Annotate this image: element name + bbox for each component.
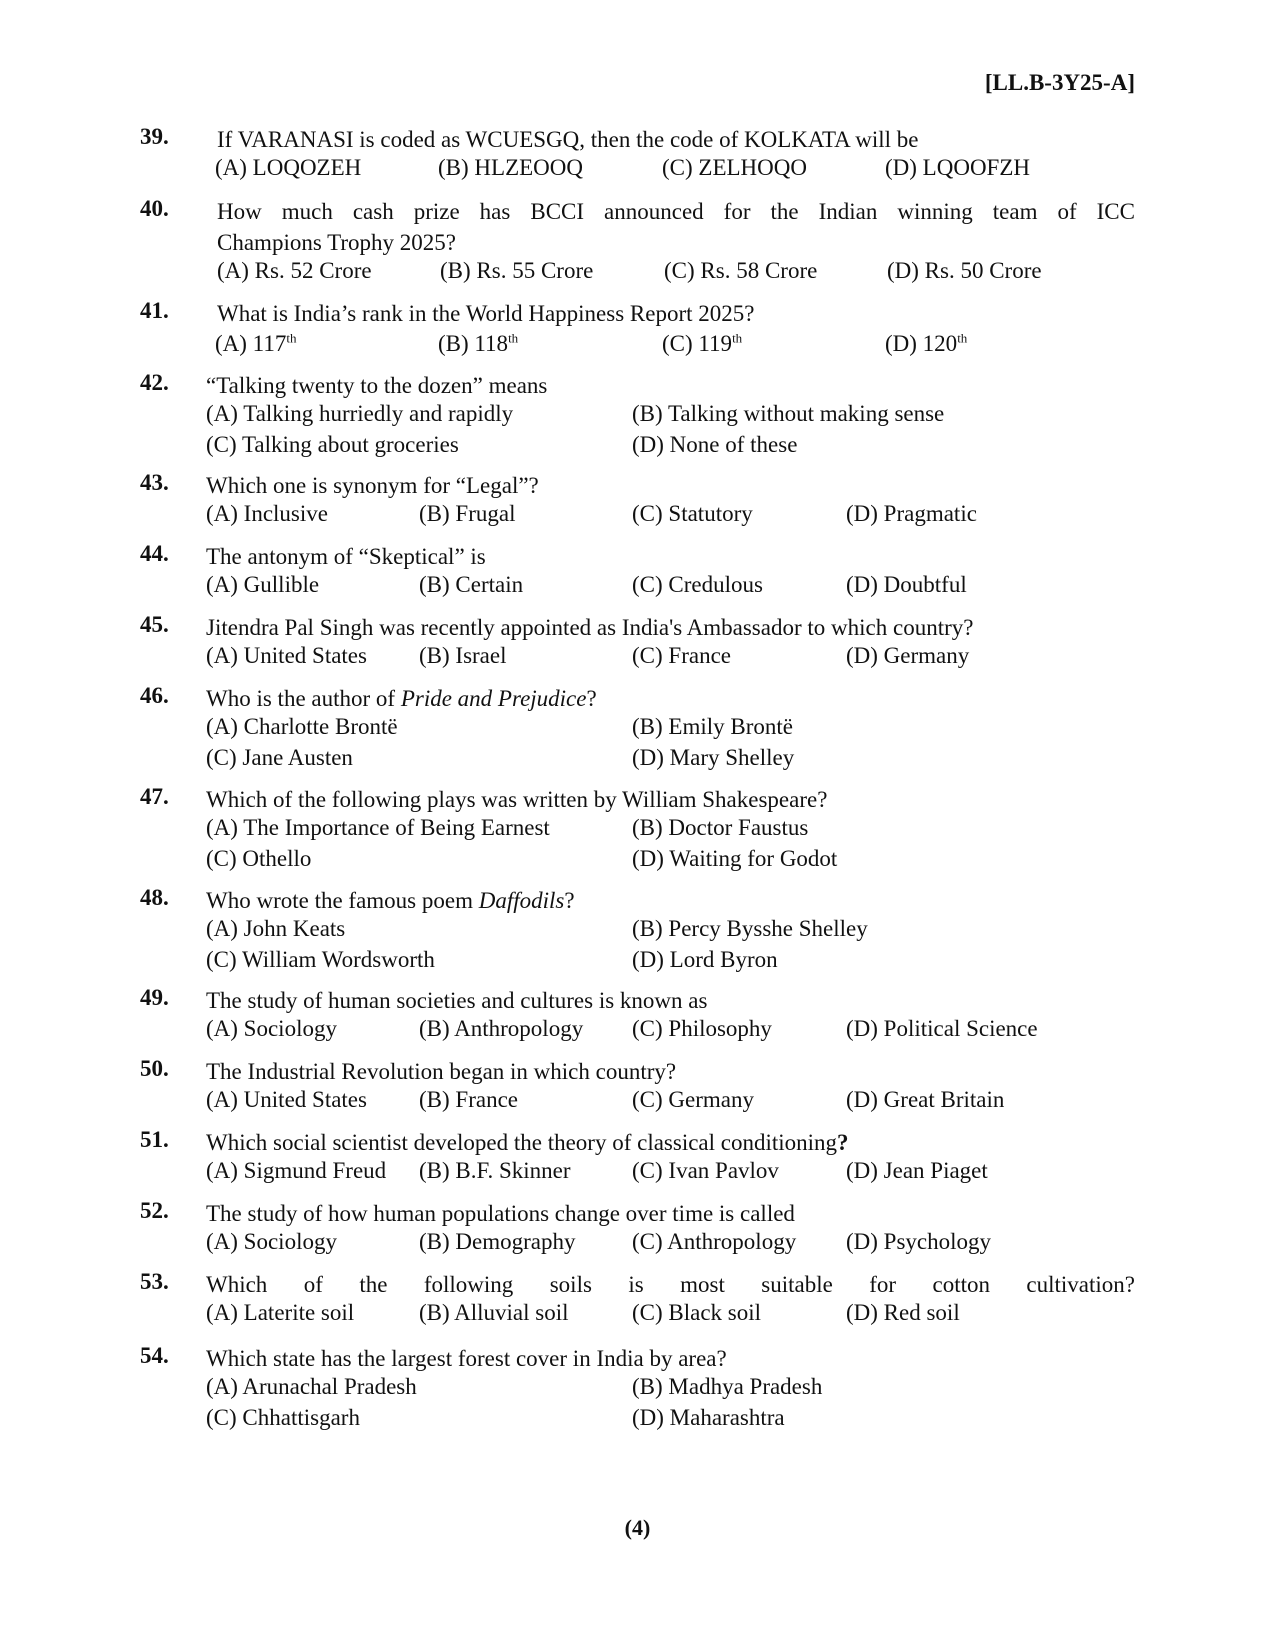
option-b: (B) Emily Brontë (632, 714, 793, 739)
question-number: 45. (140, 612, 169, 637)
option-c: (C) Jane Austen (206, 745, 353, 770)
options (206, 501, 1135, 532)
question-text: The antonym of “Skeptical” is (206, 544, 486, 569)
question-text: Which of the following soils is most suitable for cotton cultivation? (206, 1272, 1135, 1297)
question-text: Which one is synonym for “Legal”? (206, 473, 539, 498)
options-row-1 (206, 714, 1135, 745)
option-b: (B) Doctor Faustus (632, 815, 809, 840)
option-d: (D) Great Britain (846, 1087, 1005, 1112)
option-d: (D) Jean Piaget (846, 1158, 988, 1183)
option-d: (D) Mary Shelley (632, 745, 795, 770)
option-b: (B) Rs. 55 Crore (440, 258, 594, 283)
option-b: (B) France (419, 1087, 518, 1112)
option-c: (C) Ivan Pavlov (632, 1158, 779, 1183)
option-d: (D) Pragmatic (846, 501, 977, 526)
options-row-2 (206, 846, 1135, 877)
option-c: (C) Rs. 58 Crore (664, 258, 818, 283)
option-c: (C) Anthropology (632, 1229, 797, 1254)
options-row-1 (206, 815, 1135, 846)
option-b: (B) Demography (419, 1229, 576, 1254)
option-a: (A) John Keats (206, 916, 346, 941)
option-c: (C) France (632, 643, 731, 668)
options-row-1 (206, 401, 1135, 432)
option-c: (C) Philosophy (632, 1016, 772, 1041)
option-b: (B) Israel (419, 643, 507, 668)
question-text: Jitendra Pal Singh was recently appointed as India's Ambassador to which country? (206, 615, 974, 640)
question-number: 39. (140, 124, 169, 149)
question-number: 54. (140, 1343, 169, 1368)
question-40 (140, 196, 1135, 289)
option-d: (D) Rs. 50 Crore (887, 258, 1042, 283)
question-text: Which of the following plays was written by William Shakespeare? (206, 787, 828, 812)
question-47 (140, 784, 1135, 877)
options (215, 155, 1135, 186)
page-number: (4) (624, 1515, 651, 1540)
option-b: (B) Frugal (419, 501, 516, 526)
option-a: (A) LOQOZEH (215, 155, 362, 180)
option-b: (B) Anthropology (419, 1016, 584, 1041)
option-c: (C) Chhattisgarh (206, 1405, 360, 1430)
question-text: “Talking twenty to the dozen” means (206, 373, 548, 398)
option-c: (C) William Wordsworth (206, 947, 435, 972)
option-a: (A) 117th (215, 330, 297, 356)
option-c: (C) Black soil (632, 1300, 762, 1325)
option-d: (D) Red soil (846, 1300, 960, 1325)
question-text: Which social scientist developed the theory of classical conditioning? (206, 1130, 849, 1155)
option-d: (D) Waiting for Godot (632, 846, 838, 871)
option-a: (A) Charlotte Brontë (206, 714, 398, 739)
option-c: (C) Statutory (632, 501, 753, 526)
option-c: (C) Talking about groceries (206, 432, 459, 457)
options-row-2 (206, 745, 1135, 776)
option-b: (B) B.F. Skinner (419, 1158, 571, 1183)
option-d: (D) 120th (885, 330, 968, 356)
paper-code: [LL.B-3Y25-A] (984, 70, 1135, 95)
option-c: (C) Othello (206, 846, 312, 871)
question-text: Who is the author of Pride and Prejudice? (206, 686, 597, 711)
question-number: 41. (140, 298, 169, 323)
question-41 (140, 298, 1135, 362)
option-d: (D) Lord Byron (632, 947, 778, 972)
options (206, 1229, 1135, 1260)
option-a: (A) Sociology (206, 1229, 337, 1254)
option-c: (C) Credulous (632, 572, 763, 597)
question-number: 51. (140, 1127, 169, 1152)
question-number: 40. (140, 196, 169, 221)
options-row-2 (206, 432, 1135, 463)
options-row-2 (206, 947, 1135, 978)
option-b: (B) Talking without making sense (632, 401, 945, 426)
option-a: (A) Arunachal Pradesh (206, 1374, 417, 1399)
options-row-1 (206, 916, 1135, 947)
options (217, 258, 1135, 289)
option-a: (A) Gullible (206, 572, 320, 597)
options-row-2 (206, 1405, 1135, 1436)
question-44 (140, 541, 1135, 603)
question-45 (140, 612, 1135, 674)
question-number: 49. (140, 985, 169, 1010)
option-d: (D) Psychology (846, 1229, 992, 1254)
question-number: 42. (140, 370, 169, 395)
option-b: (B) Percy Bysshe Shelley (632, 916, 868, 941)
question-46 (140, 683, 1135, 776)
option-a: (A) Talking hurriedly and rapidly (206, 401, 514, 426)
question-text: What is India’s rank in the World Happiness Report 2025? (217, 301, 755, 326)
question-52 (140, 1198, 1135, 1260)
question-43 (140, 470, 1135, 532)
question-51 (140, 1127, 1135, 1189)
question-49 (140, 985, 1135, 1047)
question-number: 48. (140, 885, 169, 910)
question-48 (140, 885, 1135, 978)
option-a: (A) The Importance of Being Earnest (206, 815, 550, 840)
question-50 (140, 1056, 1135, 1118)
option-d: (D) Germany (846, 643, 970, 668)
question-text: Which state has the largest forest cover in India by area? (206, 1346, 727, 1371)
question-number: 43. (140, 470, 169, 495)
option-b: (B) Madhya Pradesh (632, 1374, 823, 1399)
options (215, 331, 1135, 362)
options (206, 1087, 1135, 1118)
option-a: (A) Laterite soil (206, 1300, 355, 1325)
question-54 (140, 1343, 1135, 1436)
option-d: (D) Political Science (846, 1016, 1038, 1041)
options-row-1 (206, 1374, 1135, 1405)
option-c: (C) ZELHOQO (662, 155, 807, 180)
option-b: (B) 118th (438, 330, 519, 356)
question-text-line-2: Champions Trophy 2025? (217, 230, 456, 255)
option-a: (A) Inclusive (206, 501, 328, 526)
option-a: (A) United States (206, 643, 367, 668)
option-a: (A) Sociology (206, 1016, 337, 1041)
poem-title: Daffodils (478, 888, 565, 913)
question-text: Who wrote the famous poem Daffodils? (206, 888, 575, 913)
option-d: (D) LQOOFZH (885, 155, 1031, 180)
question-42 (140, 370, 1135, 463)
option-b: (B) Certain (419, 572, 524, 597)
question-text: If VARANASI is coded as WCUESGQ, then the code of KOLKATA will be (217, 127, 919, 152)
options (206, 572, 1135, 603)
option-a: (A) Rs. 52 Crore (217, 258, 372, 283)
option-c: (C) Germany (632, 1087, 754, 1112)
question-text-line-1: How much cash prize has BCCI announced for the Indian winning team of ICC (217, 199, 1135, 224)
option-c: (C) 119th (662, 330, 743, 356)
options (206, 1158, 1135, 1189)
option-a: (A) Sigmund Freud (206, 1158, 387, 1183)
option-d: (D) Maharashtra (632, 1405, 785, 1430)
question-text: The study of human societies and cultures is known as (206, 988, 708, 1013)
options (206, 1300, 1135, 1331)
options (206, 1016, 1135, 1047)
question-number: 46. (140, 683, 169, 708)
question-number: 53. (140, 1269, 169, 1294)
question-53 (140, 1269, 1135, 1331)
question-39 (140, 124, 1135, 186)
question-number: 44. (140, 541, 169, 566)
question-number: 52. (140, 1198, 169, 1223)
option-a: (A) United States (206, 1087, 367, 1112)
option-b: (B) HLZEOOQ (438, 155, 583, 180)
question-number: 47. (140, 784, 169, 809)
option-b: (B) Alluvial soil (419, 1300, 569, 1325)
option-d: (D) None of these (632, 432, 798, 457)
question-text: The Industrial Revolution began in which country? (206, 1059, 677, 1084)
option-d: (D) Doubtful (846, 572, 967, 597)
question-number: 50. (140, 1056, 169, 1081)
book-title: Pride and Prejudice (400, 686, 587, 711)
question-text: The study of how human populations change over time is called (206, 1201, 795, 1226)
options (206, 643, 1135, 674)
